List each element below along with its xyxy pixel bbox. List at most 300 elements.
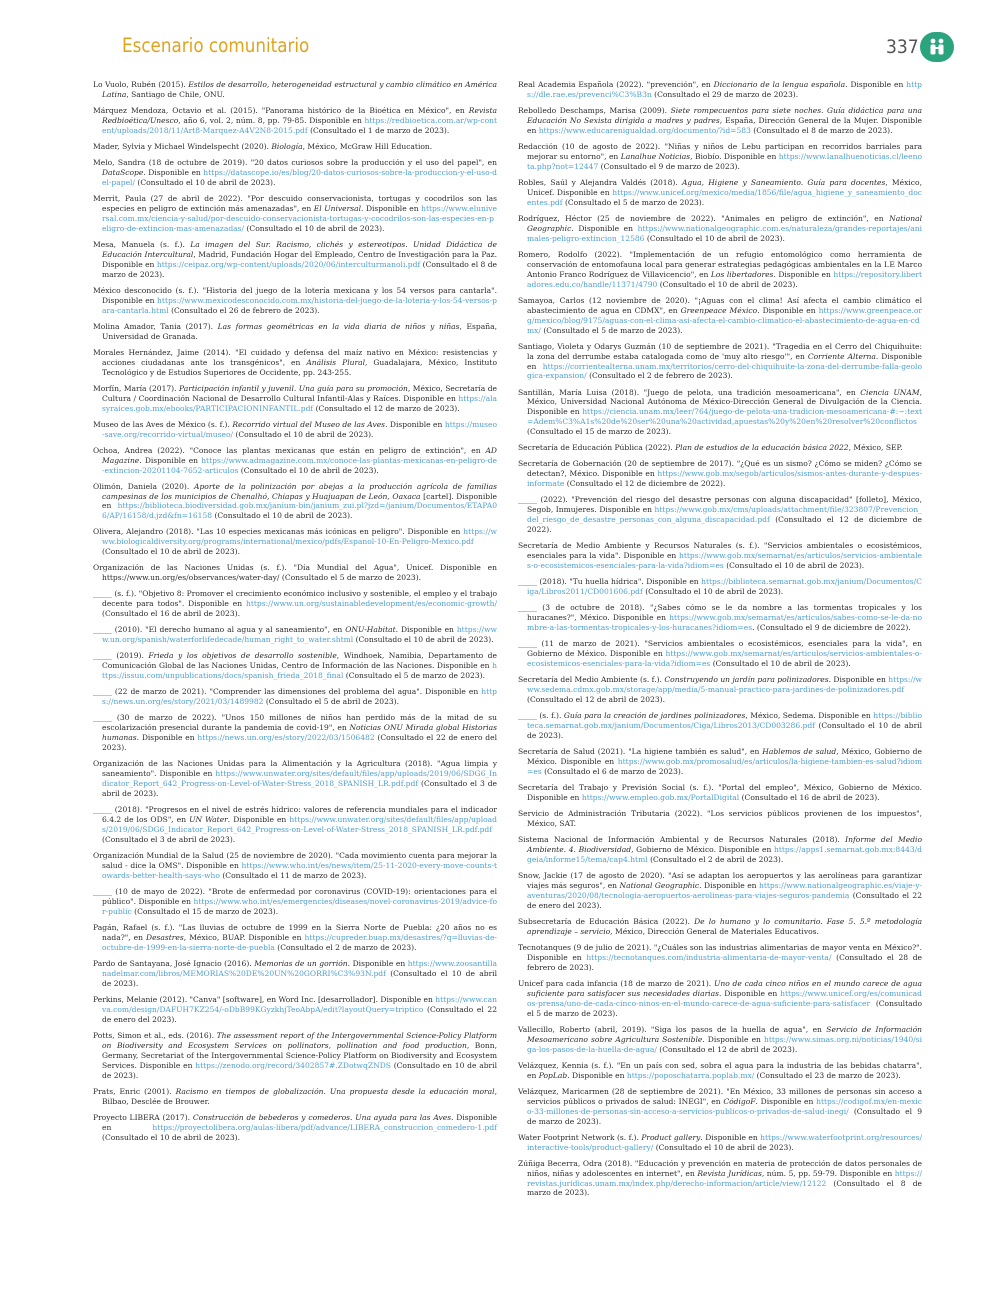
reference-detail: , año 6, vol. 2, núm. 8, pp. 79-85. Disponible en [178,115,365,125]
reference-entry [93,923,497,953]
reference-link[interactable]: https://www.simas.org.ni/noticias/1940/siga-los-pasos-de-la-huella-de-agua/ [527,1034,922,1054]
reference-text: Proyecto LIBERA (2017). [93,1112,193,1122]
reference-entry [93,1113,497,1143]
reference-entry [93,142,497,152]
reference-detail: , España, Dirección General de la Mujer. Disponible en [527,115,922,135]
reference-detail: . Disponible en [828,675,889,685]
reference-title: AD Magazine [102,445,497,465]
reference-link[interactable]: https://www.who.int/es/emergencies/diseases/novel-coronavirus-2019/advice-for-public [102,896,497,916]
reference-title: El Universal [313,203,362,213]
reference-consulted-date: (Consultado el 8 de marzo de 2023). [527,1178,922,1198]
reference-entry [518,495,922,535]
reference-consulted-date: (Consultado el 1 de marzo de 2023). [307,125,450,135]
reference-consulted-date: (Consultado el 15 de marzo de 2023). [131,906,279,916]
reference-link[interactable]: https://www.lanalhuenoticias.cl/leenota.php?not=12447 [527,151,922,171]
reference-link[interactable]: https://news.un.org/es/story/2021/03/1489982 [102,687,497,707]
reference-title: Noticias ONU Mirada global Historias humanas [102,723,497,743]
reference-entry [93,625,497,645]
reference-entry [518,178,922,208]
reference-detail: . Disponible en [567,1070,627,1080]
reference-entry [93,158,497,188]
reference-link[interactable]: https://www.unwater.org/sites/default/files/app/uploads/2019/06/SDG6_Indicator_Report_642_Progress-on-Level-of-Water-Stress_2018_SPANISH_LR.pdf.pdf [102,815,497,835]
reference-consulted-date: (Consultado el 8 de marzo de 2023). [102,259,498,279]
reference-entry [518,943,922,973]
reference-text: Rebolledo Deschamps, Marisa (2009). [518,106,671,115]
reference-link[interactable]: https://tecnotanques.com/industria-alimentaria-de-mayor-venta/ [586,952,832,962]
reference-text: _____ (2022). "Prevención del riesgo del desastre personas con alguna discapacidad" [folleto], México, Segob, Inmujeres. Disponible en [518,495,922,515]
reference-link[interactable]: https://zenodo.org/record/3402857#.ZDotwqZNDS [195,1060,391,1070]
reference-text: México desconocido (s. f.). "Historia del juego de la lotería mexicana y los 54 versos para cantarla". Disponible en [93,285,497,305]
reference-detail: , Gobierno de México. Disponible en [631,844,774,854]
reference-title: ONU-Habitat [345,625,396,635]
reference-link[interactable]: https://www.gob.mx/segob/articulos/sismos-antes-durante-y-despues-informate [527,469,922,489]
reference-title: Construyendo un jardín para polinizadores [664,675,829,685]
references-right-column [518,80,922,1205]
reference-detail: . Disponible en [347,958,408,968]
reference-text: Prats, Enric (2001). [93,1086,176,1096]
reference-link[interactable]: https://ciencia.unam.mx/leer/764/juego-de-pelota-una-tradicion-mesoamericana-#:~:text=Adem%C3%A1s%20de%20ser%20una%20actividad,apuestas%20y%20en%20resolver%20conflictos [527,407,922,427]
reference-title: Plan de estudios de la educación básica 2022 [675,443,849,453]
reference-text: Márquez Mendoza, Octavio et al. (2015). "Panorama histórico de la Bioética en México", en [93,106,469,115]
reference-entry [93,651,497,681]
reference-title: The assessment report of the Intergovernmental Science-Policy Platform on Biodiversity and Ecosystem Services on pollinators, pollination and food production [102,1030,498,1050]
reference-text: Potts, Simon et al., eds. (2016). [93,1030,217,1040]
reference-title: Memorias de un gorrión [254,958,348,968]
reference-link[interactable]: https://codigof.mx/en-mexico-33-millones-de-personas-sin-acceso-a-servicios-publicos-o-privados-de-salud-inegi/ [527,1096,923,1116]
reference-consulted-date: (Consultado el 5 de marzo de 2023). [540,325,683,335]
reference-detail: . Disponible en [139,455,202,465]
reference-entry [518,142,922,172]
reference-detail: , México, McGraw Hill Education. [302,141,433,151]
reference-entry [93,759,497,799]
references-left-column [93,80,497,1149]
reference-link[interactable]: https://www.unicef.org/es/comunicados-prensa/uno-de-cada-cinco-ninos-en-el-mundo-carece-de-agua-suficiente-para-satisfacer [527,988,922,1008]
reference-detail: , Biobío. Disponible en [690,151,779,161]
reference-consulted-date: (Consultado el 15 de marzo de 2023). [527,427,671,437]
reference-detail: , Santiago de Chile, ONU. [126,89,225,99]
reference-link[interactable]: https://poposchatarra.poplab.mx/ [626,1070,755,1080]
reference-link[interactable]: https://news.un.org/es/story/2022/03/1506482 [197,733,375,743]
reference-text: Molina Amador, Tania (2017). [93,321,218,331]
reference-entry [518,1087,922,1127]
reference-text: Olivera, Alejandro (2018). "Las 10 especies mexicanas más icónicas en peligro". Disponible en [93,527,464,537]
reference-link[interactable]: https://dle.rae.es/prevenci%C3%B3n [527,80,923,99]
reference-text: _____ (2018). "Tu huella hídrica". Disponible en [518,577,702,587]
reference-consulted-date: (Consultado el 2 de febrero de 2023). [586,371,733,381]
reference-entry [518,835,922,865]
reference-consulted-date: (Consultado el 2 de marzo de 2023). [274,942,417,952]
reference-link[interactable]: https://www.nationalgeographic.es/viaje-y-aventuras/2020/08/tecnologia-aeropuertos-aerolineas-para-viajes-seguros-pandemia [527,880,923,900]
reference-text: Museo de las Aves de México (s. f.). [93,419,233,429]
reference-detail: . Disponible en [571,223,638,233]
reference-link[interactable]: https://datascope.io/es/blog/20-datos-curiosos-sobre-la-produccion-y-el-uso-del-papel/ [102,167,497,187]
reference-entry [518,296,922,336]
reference-title: Revista Jurídicas [697,1168,762,1178]
reference-text: Zúñiga Becerra, Odra (2018). "Educación y prevención en materia de protección de datos personales de niños, niñas y adolescentes en internet", en [518,1158,922,1178]
reference-consulted-date: . (Consultado el 9 de diciembre de 2022). [752,623,911,633]
reference-detail: , España, Universidad de Granada. [102,321,497,341]
reference-title: Corriente Alterna [807,351,876,361]
reference-title: Lanalhue Noticias [620,151,691,161]
reference-detail: , México, Sedema. Disponible en [745,711,874,721]
reference-text: Ochoa, Andrea (2022). "Conoce las plantas mexicanas que están en peligro de extinción", en [93,445,486,455]
reference-entry [93,589,497,619]
reference-link[interactable]: https://redbioetica.com.ar/wp-content/uploads/2018/11/Art8-Marquez-A4V2N8-2015.pdf [102,115,497,135]
reference-link[interactable]: https://www.gob.mx/promosalud/es/articulos/la-higiene-tambien-es-salud?idiom=es [527,757,922,776]
reference-text: Secretaría de Salud (2021). "La higiene también es salud", en [518,747,763,757]
reference-entry [93,384,497,414]
reference-text: _____ (11 de marzo de 2021). "Servicios ambientales o ecosistémicos, esenciales para la vida", en Gobierno de México. Disponible en [518,639,922,659]
reference-text: Robles, Saúl y Alejandra Valdés (2018). [518,177,682,187]
reference-text: Santillán, María Luisa (2018). "Juego de pelota, una tradición mesoamericana", en [518,387,861,397]
reference-entry [93,420,497,440]
reference-entry [518,342,922,382]
reference-detail: . Disponible en [718,988,781,998]
reference-link[interactable]: https://museo-save.org/recorrido-virtual/museo/ [102,419,498,439]
reference-title: Los libertadores [710,269,774,279]
reference-link[interactable]: https://www.who.int/es/news/item/25-11-2020-every-move-counts-towards-better-health-says-who [102,861,497,880]
reference-consulted-date: (Consultado el 11 de marzo de 2023). [219,870,367,880]
reference-title: Product gallery [641,1132,701,1142]
reference-title: Biología [271,141,303,151]
reference-consulted-date: (Consultado el 3 de abril de 2023). [102,835,236,845]
reference-title: Aporte de la polinización por abejas a la producción agrícola de familias campesinas de los municipios de Chenalhó, Chiapas y Huajuapan de León, Oaxaca [102,481,497,501]
page-number: 337 [886,36,919,58]
reference-entry [518,871,922,911]
reference-text: Mader, Sylvia y Michael Windelspecht (2020). [93,141,272,151]
community-icon [920,32,954,62]
reference-text: Subsecretaría de Educación Básica (2022). [518,916,695,926]
reference-text: _____ (30 de marzo de 2022). "Unos 150 millones de niños han perdido más de la mitad de su escolarización presencial durante la pandemia de covid-19", en [93,713,497,733]
reference-text: Samayoa, Carlos (12 noviembre de 2020). "¡Aguas con el clima! Así afecta el cambio climático el abastecimiento de agua en CDMX", en [518,295,922,315]
reference-detail: , México, Gobierno de México. Disponible en [527,747,922,767]
reference-text: Santiago, Violeta y Odarys Guzmán (10 de septiembre de 2021). "Tragedia en el Cerro del Chiquihuite: la zona del derrumbe estaba catalogada como de 'muy alto riesgo'", en [518,341,922,361]
reference-entry [518,809,922,829]
reference-text: _____ (s. f.). [518,711,564,721]
reference-title: Construcción de bebederos y comederos. Una ayuda para las Aves [192,1112,452,1122]
reference-title: La imagen del Sur. Racismo, clichés y estereotipos. Unidad Didáctica de Educación Intercultural [102,239,497,259]
reference-link[interactable]: https://www.empleo.gob.mx/PortalDigital [581,792,740,802]
reference-entry [518,459,922,489]
reference-consulted-date: (Consultado el 10 de abril de 2023). [233,429,374,439]
reference-link[interactable]: https://www.gob.mx/semarnat/es/articulos/servicios-ambientales-o-ecosistemicos-esenciales-para-la-vida?idiom=es [527,649,922,669]
reference-text: Sistema Nacional de Información Ambiental y de Recursos Naturales (2018). [518,835,846,845]
reference-link[interactable]: https://biblioteca.semarnat.gob.mx/janium/Documentos/Ciga/Libros2013/CD003286.pdf [527,711,922,731]
reference-text: Perkins, Melanie (2012). "Canva" [software], en Word Inc. [desarrollador]. Disponible en [93,994,436,1004]
reference-text: Organización de las Naciones Unidas (s. f.). "Día Mundial del Agua", Unicef. Disponible en https://www.un.org/es/observances/water-day/ (Consultado el 5 de marzo de 2023). [93,563,497,583]
reference-consulted-date: (Consultado el 10 de abril de 2023). [353,635,494,645]
reference-detail: , Bilbao, Desclée de Brouwer. [102,1086,497,1106]
reference-text: _____ (10 de mayo de 2022). "Brote de enfermedad por coronavirus (COVID-19): orientaciones para el público". Disponible en [93,887,497,906]
reference-detail: . Disponible en [102,1112,498,1132]
reference-link[interactable]: https://repository.libertadores.edu.co/handle/11371/4790 [527,269,922,289]
reference-title: Análisis Plural [306,357,366,367]
reference-detail: . Disponible en [361,203,422,213]
reference-consulted-date: (Consultado el 2 de abril de 2023). [647,854,784,864]
reference-link[interactable]: https://cupreder.buap.mx/desastres/?q=lluvias-de-octubre-de-1999-en-la-sierra-norte-de-puebla [102,932,497,952]
reference-detail: . Disponible en [395,625,457,635]
reference-consulted-date: (Consultado el 10 de abril de 2023). [135,177,276,187]
reference-detail: . Disponible en [845,80,907,89]
reference-link[interactable]: https://issuu.com/unpublications/docs/spanish_frieda_2018_final [102,661,497,681]
reference-entry [93,527,497,557]
reference-entry [518,747,922,777]
reference-link[interactable]: https://www.admagazine.com.mx/conoce-las-plantas-mexicanas-en-peligro-de-extincion-20201104-7652-articulos [102,455,497,475]
reference-title: De lo humano y lo comunitario. Fase 5. 5.º metodología aprendizaje – servicio [527,916,923,936]
reference-entry [518,603,922,633]
reference-entry [518,388,922,438]
reference-consulted-date: (Consultado el 10 de abril de 2023). [723,561,865,571]
reference-consulted-date: (Consultado el 5 de marzo de 2023). [343,671,485,681]
reference-link[interactable]: https://www.un.org/spanish/waterforlifedecade/human_right_to_water.shtml [102,625,497,645]
reference-entry [93,995,497,1025]
reference-entry [93,482,497,522]
reference-consulted-date: (Consultado el 10 de abril de 2023). [212,511,353,521]
reference-link[interactable]: https://www.gob.mx/cms/uploads/attachment/file/323807/Prevencion_del_riesgo_de_desastre_personas_con_alguna_discapacidad.pdf [527,505,922,525]
reference-consulted-date: (Consultado el 28 de febrero de 2023). [527,952,922,972]
reference-consulted-date: (Consultado el 5 de abril de 2023). [263,697,400,707]
reference-entry [518,1025,922,1055]
reference-link[interactable]: https://www.unwater.org/sites/default/files/app/uploads/2019/06/SDG6_Indicator_Report_642_Progress-on-Level-of-Water-Stress_2018_SPANISH_LR.pdf.pdf [102,769,497,789]
reference-consulted-date: (Consultado el 22 de enero del 2023). [102,733,497,753]
reference-link[interactable]: https://www.biologicaldiversity.org/programs/international/mexico/pdfs/Espanol-10-En-Peligro-Mexico.pdf [102,527,497,547]
reference-entry [518,80,922,100]
reference-consulted-date: (Consultado el 12 de abril de 2023). [656,1044,798,1054]
reference-entry [518,675,922,705]
reference-entry [518,541,922,571]
reference-consulted-date: (Consultado en 10 de abril de 2023). [102,1060,497,1080]
reference-consulted-date: (Consultado el 10 de abril de 2023). [102,547,240,557]
reference-consulted-date: (Consultado el 10 de abril de 2023). [644,233,785,243]
page-header [0,0,986,80]
reference-link[interactable]: https://www.gob.mx/semarnat/es/articulos/servicios-ambientales-o-ecosistemicos-esenciales-para-la-vida?idiom=es [527,551,922,571]
reference-entry [518,1159,922,1199]
reference-entry [93,887,497,917]
reference-detail: , Bonn, Germany, Secretariat of the Intergovernmental Science-Policy Platform on Biodiversity and Ecosystem Services. Disponible en [102,1040,498,1070]
reference-entry [518,979,922,1019]
reference-text: _____ (22 de marzo de 2021). "Comprender las dimensiones del problema del agua". Disponible en [93,687,482,697]
reference-entry [93,851,497,881]
reference-consulted-date: (Consultado el 9 de marzo de 2023). [598,161,740,171]
reference-title: PopLab [538,1070,568,1080]
reference-text: Snow, Jackie (17 de agosto de 2020). "Así se adaptan los aeropuertos y las aerolíneas para garantizar viajes más seguros", en [518,870,922,890]
reference-link[interactable]: https://apps1.semarnat.gob.mx:8443/dgeia/informe15/tema/cap4.html [527,844,923,864]
reference-title: CódigoF [723,1096,756,1106]
reference-consulted-date: (Consultado el 16 de abril de 2023). [739,792,880,802]
reference-text: Pagán, Rafael (s. f.). "Las lluvias de octubre de 1999 en la Sierra Norte de Puebla: ¿20 años no es nada?", en [93,922,497,942]
reference-text: Olimón, Daniela (2020). [93,481,195,491]
reference-link[interactable]: https://biblioteca.semarnat.gob.mx/janium/Documentos/Ciga/Libros2011/CD001606.pdf [527,577,922,597]
reference-title: Racismo en tiempos de globalización. Una propuesta desde la educación moral [175,1086,495,1096]
reference-title: Desastres [146,932,184,942]
reference-consulted-date: (Consultado el 22 de enero del 2023). [527,890,922,910]
reference-entry [93,106,497,136]
reference-consulted-date: (Consultado el 10 de abril de 2023). [657,279,798,289]
reference-link[interactable]: https://www.un.org/sustainabledevelopment/es/economic-growth/ [245,599,497,609]
reference-entry [518,106,922,136]
reference-entry [518,443,922,453]
reference-title: Servicio de Información Mesoamericano sobre Agricultura Sostenible [527,1024,922,1044]
reference-entry [93,1087,497,1107]
reference-title: Revista Redbioética/Unesco [102,106,497,125]
reference-title: Ciencia UNAM [860,387,920,397]
reference-title: Greenpeace México [680,305,758,315]
reference-consulted-date: (Consultado el 10 de abril de 2023). [102,1132,240,1142]
reference-consulted-date: (Consultado el 10 de abril de 2023). [238,465,379,475]
reference-link[interactable]: https://www.waterfootprint.org/resources/interactive-tools/product-gallery/ [527,1132,922,1152]
reference-link[interactable]: https://corrientealterna.unam.mx/territorios/cerro-del-chiquihuite-la-zona-del-derrumbe-falla-geologica-expansion/ [527,361,922,381]
reference-entry [518,1061,922,1081]
reference-entry [93,713,497,753]
reference-detail: . Disponible en [699,880,759,890]
reference-detail: . Disponible en [385,419,445,429]
reference-title: Recorrido virtual del Museo de las Aves [232,419,386,429]
reference-consulted-date: (Consultado el 10 de abril de 2023). [244,223,385,233]
reference-link[interactable]: https://ceipaz.org/wp-content/uploads/2020/06/interculturmanoli.pdf [156,259,421,269]
reference-text: Morfín, María (2017). [93,383,179,393]
reference-detail: , núm. 5, pp. 59-79. Disponible en [761,1168,895,1178]
reference-detail: . Disponible en [136,733,198,743]
reference-consulted-date: (Consultado el 26 de febrero de 2023). [168,305,320,315]
reference-detail: . Disponible en [755,1096,817,1106]
reference-text: _____ (2010). "El derecho humano al agua y al saneamiento", en [93,625,346,635]
reference-title: Siete rompecuentos para siete noches. Guía didáctica para una Educación No Sexista dirigida a madres y padres [527,106,923,125]
reference-text: Velázquez, Maricarmen (28 de septiembre de 2021). "En México, 33 millones de personas sin acceso a servicios públicos o privados de salud: INEGI", en [518,1086,922,1106]
reference-link[interactable]: https://www.educarenigualdad.org/documento/?id=583 [538,125,751,135]
reference-text: Rodríguez, Héctor (25 de noviembre de 2022). "Animales en peligro de extinción", en [518,213,890,223]
reference-consulted-date: (Consultado el 16 de abril de 2023). [102,609,240,619]
reference-text: Servicio de Administración Tributaria (2022). "Los servicios públicos provienen de los impuestos", México, SAT. [518,809,922,828]
reference-text: Lo Vuolo, Rubén (2015). [93,80,189,89]
reference-title: Uno de cada cinco niños en el mundo carece de agua suficiente para satisfacer sus necesidades diarias [527,978,922,998]
reference-title: Las formas geométricas en la vida diaria de niños y niñas [217,321,460,331]
reference-consulted-date: (Consultado el 12 de marzo de 2023). [313,403,460,413]
reference-text: Vallecillo, Roberto (abril, 2019). "Siga los pasos de la huella de agua", en [518,1024,827,1034]
reference-consulted-date: (Consultado el 8 de marzo de 2023). [750,125,893,135]
reference-title: DataScope [102,167,144,177]
reference-title: Estilos de desarrollo, heterogeneidad estructural y cambio climático en América Latina [102,80,497,99]
reference-text: Real Academia Española (2022). "prevención", en [518,80,714,89]
reference-title: Frieda y los objetivos de desarrollo sostenible [148,651,337,661]
reference-entry [518,1133,922,1153]
reference-entry [93,563,497,583]
reference-text: Velázquez, Kennia (s. f.). "En un país con sed, sobra el agua para la industria de las bebidas chatarra", en [518,1060,922,1080]
reference-text: Secretaría de Educación Pública (2022). [518,443,676,453]
reference-detail: , México, Universidad Nacional Autónoma de México-Dirección General de Divulgación de la Ciencia. Disponible en [527,387,922,417]
reference-text: Redacción (10 de agosto de 2022). "Niñas y niños de Lebu participan en recorridos barriales para mejorar su entorno", en [518,141,922,161]
reference-entry [93,286,497,316]
reference-link[interactable]: https://proyectolibera.org/aulas-libera/pdf/advance/LIBERA_construccion_comedero-1.pdf [152,1122,497,1132]
reference-detail: . Disponible en [143,167,204,177]
reference-text: Secretaría del Trabajo y Previsión Social (s. f.). "Portal del empleo", México, Gobierno de México. Disponible en [518,783,922,802]
reference-detail: , México, Unicef. Disponible en [527,177,922,197]
reference-entry [93,80,497,100]
reference-consulted-date: (Consultado el 12 de diciembre de 2022). [564,479,726,489]
reference-link[interactable]: https://biblioteca.biodiversidad.gob.mx/janium-bin/janium_zui.pl?jzd=/janium/Documentos/ETAPA06/AP/16158/d.jzd&fn=16158 [102,501,497,521]
reference-consulted-date: (Consultado el 23 de marzo de 2023). [754,1070,901,1080]
reference-text: _____ (2018). "Progresos en el nivel de estrés hídrico: valores de referencia mundiales para el indicador 6.4.2 de los ODS", en [93,805,497,825]
reference-entry [93,805,497,845]
reference-text: Melo, Sandra (18 de octubre de 2019). "20 datos curiosos sobre la producción y el uso del papel", en [93,158,497,167]
reference-text: Secretaría del Medio Ambiente (s. f.). [518,675,665,685]
reference-detail: . Disponible en [757,305,819,315]
reference-title: National Geographic [619,880,700,890]
reference-title: Diccionario de la lengua española [713,80,846,89]
reference-text: Water Footprint Network (s. f.). [518,1132,642,1142]
reference-link[interactable]: https://alasyraices.gob.mx/ebooks/PARTICIPACIONINFANTIL.pdf [102,393,497,413]
reference-text: Pardo de Santayana, José Ignacio (2016). [93,958,255,968]
reference-consulted-date: (Consultado el 3 de abril de 2023). [102,779,497,799]
reference-entry [518,783,922,803]
reference-consulted-date: (Consultado el 10 de abril de 2023). [642,587,784,597]
reference-link[interactable]: https://www.unicef.org/mexico/media/1856/file/agua_higiene_y_saneamiento_docentes.pdf [527,187,922,207]
reference-entry [518,639,922,669]
reference-entry [518,917,922,937]
reference-text: Tecnotanques (9 de julio de 2021). "¿Cuáles son las industrias alimentarias de mayor venta en México?". Disponible en [518,942,922,962]
reference-text: Unicef para cada infancia (18 de marzo de 2021). [518,978,714,988]
reference-entry [518,250,922,290]
reference-text: _____ (s. f.). "Objetivo 8: Promover el crecimiento económico inclusivo y sostenible, el empleo y el trabajo decente para todos". Disponible en [93,589,497,609]
reference-entry [93,322,497,342]
reference-title: UN Water [189,815,228,825]
reference-text: Organización de las Naciones Unidas para la Alimentación y la Agricultura (2018). "Agua limpia y saneamiento". Disponible en [93,759,497,779]
reference-title: Agua, Higiene y Saneamiento. Guía para docentes [681,177,886,187]
reference-entry [518,577,922,597]
reference-entry [518,711,922,741]
reference-entry [93,446,497,476]
reference-entry [93,240,497,280]
reference-consulted-date: (Consultado el 9 de marzo de 2023). [527,1106,922,1126]
reference-detail: . Disponible en [702,1034,764,1044]
reference-text: Romero, Rodolfo (2022). "Implementación de un refugio entomológico como herramienta de conservación de entomofauna local para generar estrategias pedagógicas ambientales en la I.E Marco Antonio Franco Rodríguez de Villavicencio", en [518,249,922,279]
reference-entry [93,687,497,707]
reference-consulted-date: (Consultado el 29 de marzo de 2023). [651,89,799,99]
reference-detail: , Guadalajara, México, Instituto Tecnológico y de Estudios Superiores de Occidente, pp. 243-255. [102,357,497,377]
reference-entry [93,959,497,989]
reference-text: _____ (3 de octubre de 2018). "¿Sabes cómo se le da nombre a las tormentas tropicales y los huracanes?", México. Disponible en [518,603,922,623]
reference-link[interactable]: https://www.zoosantillanadelmar.com/libros/MEMORIAS%20DE%20UN%20GORRI%C3%93N.pdf [102,958,497,978]
reference-consulted-date: (Consultado el 5 de marzo de 2023). [527,998,922,1018]
reference-title: Informe del Medio Ambiente. 4. Biodiversidad [527,835,922,854]
reference-link[interactable]: https://www.canva.com/design/DAFUH7KZ254/-oDbB99KGyzkhjTeoAbpA/edit?layoutQuery=triptico [102,994,497,1014]
reference-consulted-date: (Consultado el 5 de marzo de 2023). [562,197,705,207]
reference-text: Organización Mundial de la Salud (25 de noviembre de 2020). "Cada movimiento cuenta para mejorar la salud - dice la OMS". Disponible en [93,851,497,871]
reference-title: National Geographic [527,213,922,233]
reference-consulted-date: (Consultado el 12 de diciembre de 2022). [527,515,922,535]
reference-link[interactable]: https://revistas.juridicas.unam.mx/index.php/derecho-informacion/article/view/12122 [527,1168,922,1188]
reference-link[interactable]: https://www.gob.mx/semarnat/es/articulos/sabes-como-se-le-da-nombre-a-las-tormentas-tropicales-y-los-huracanes?idiom=es [527,613,922,633]
reference-detail: , México, BUAP. Disponible en [183,932,305,942]
reference-entry [93,1031,497,1081]
reference-detail: , México, Dirección General de Materiales Educativos. [610,926,819,936]
reference-text: Morales Hernández, Jaime (2014). "El cuidado y defensa del maíz nativo en México: resistencias y acciones ciudadanas ante los transgénicos", en [93,347,497,367]
section-title: Escenario comunitario [122,34,310,57]
reference-link[interactable]: https://www.greenpeace.org/mexico/blog/9175/aguas-con-el-clima-asi-afecta-el-cambio-climatico-el-abastecimiento-de-agua-en-cdmx/ [527,305,922,335]
reference-detail: . Disponible en [527,351,922,371]
reference-consulted-date: (Consultado el 22 de enero del 2023). [102,1004,497,1024]
reference-consulted-date: (Consultado el 10 de abril de 2023). [102,968,497,988]
reference-link[interactable]: https://www.eluniversal.com.mx/ciencia-y-salud/por-descuido-conservacionista-tortugas-y-cocodrilos-son-las-especies-en-peligro-de-extincion-mas-amenazadas/ [102,203,497,233]
reference-link[interactable]: https://www.nationalgeographic.com.es/naturaleza/grandes-reportajes/animales-peligro-extincion_12586 [527,223,922,243]
reference-detail: , Madrid, Fundación Hogar del Empleado, Centro de Investigación para la Paz. Disponible en [102,249,497,269]
reference-entry [93,194,497,234]
reference-link[interactable]: https://www.mexicodesconocido.com.mx/historia-del-juego-de-la-loteria-y-los-54-versos-para-cantarla.html [102,295,497,315]
reference-link[interactable]: https://www.sedema.cdmx.gob.mx/storage/app/media/5-manual-practico-para-jardines-de-polinizadores.pdf [527,675,922,695]
reference-detail: , México, Secretaría de Cultura / Coordinación Nacional de Desarrollo Cultural Infantil-Alas y Raíces. Disponible en [102,383,497,403]
reference-detail: [cartel]. Disponible en [102,491,497,511]
reference-title: Participación infantil y juvenil. Una guía para su promoción [179,383,408,393]
reference-consulted-date: (Consultado el 12 de abril de 2023). [527,695,665,705]
